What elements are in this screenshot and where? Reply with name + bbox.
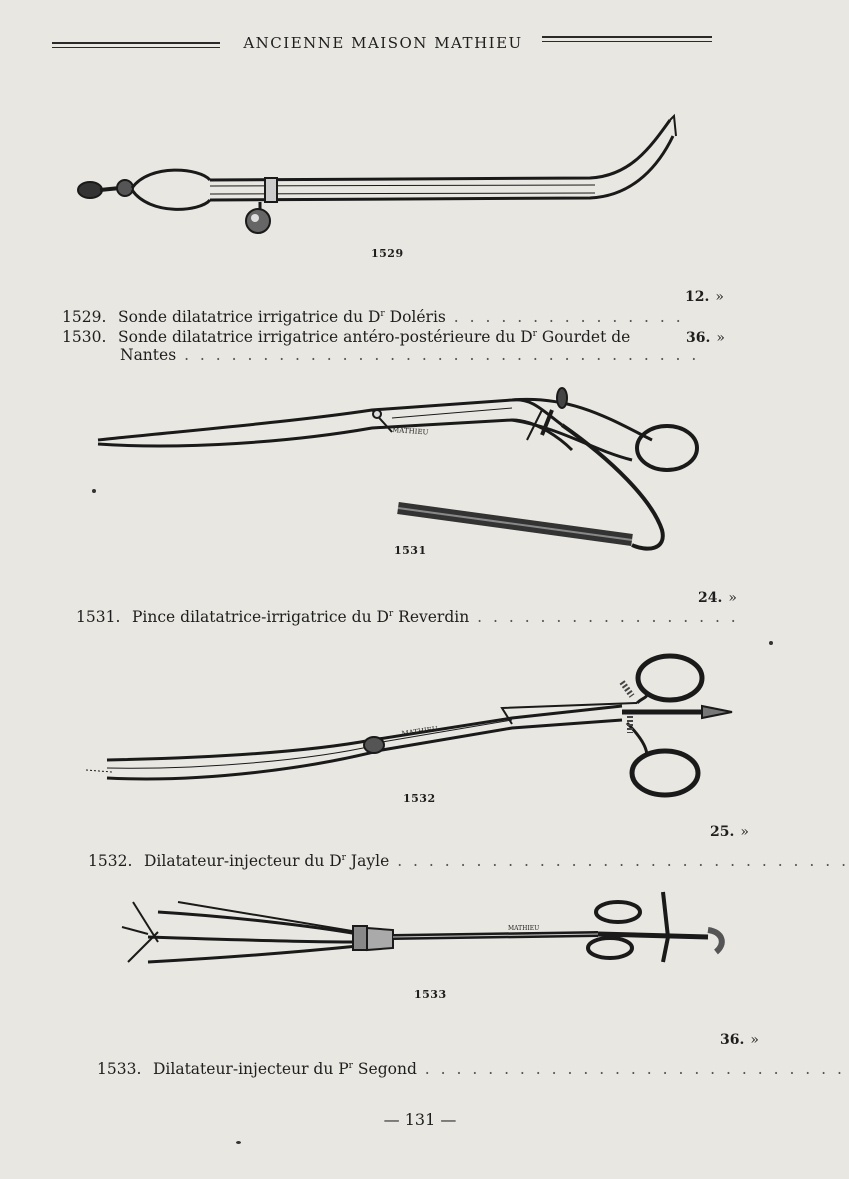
entry-1531: 1531. Pince dilatatrice-irrigatrice du $D^r$ Reverdin . . . . . . . . . . . . . . . . . — [76, 608, 739, 627]
entry-1531-text: Pince dilatatrice-irrigatrice du D — [132, 608, 389, 627]
entry-1530-text-after: Gourdet de — [536, 328, 631, 347]
entry-1530-text: Sonde dilatatrice irrigatrice antéro-postérieure du D — [118, 328, 533, 347]
page-number: — 131 — — [383, 1110, 457, 1129]
figure-1531-number: 1531 — [394, 544, 427, 557]
ink-speck — [92, 489, 96, 493]
entry-1532-price-value: 25. — [710, 824, 735, 840]
entry-1532-price — [710, 824, 749, 840]
entry-1530 — [62, 324, 630, 347]
entry-1533-sup: r — [348, 1061, 353, 1071]
page-header — [50, 28, 715, 68]
entry-1531-price-value: 24. — [698, 590, 723, 606]
entry-1530-quote: » — [716, 330, 725, 346]
entry-1532-quote: » — [740, 824, 749, 840]
header-rule-left-thin — [52, 47, 220, 48]
entry-1529-text-after: Doléris — [384, 308, 446, 327]
entry-1529-quote: » — [715, 289, 724, 305]
entry-1531-price — [698, 590, 737, 606]
entry-1530-line2-text: Nantes — [120, 346, 177, 364]
entry-1533: 1533. Dilatateur-injecteur du $P^r$ Segond . . . . . . . . . . . . . . . . . . . . . . . . . . . — [97, 1060, 845, 1079]
entry-1530-line2: Nantes . . . . . . . . . . . . . . . . . . . . . . . . . . . . . . . . . — [120, 346, 700, 364]
entry-1531-number: 1531. — [76, 608, 121, 627]
header-rule-right-thin — [542, 41, 712, 42]
entry-1533-quote: » — [750, 1032, 759, 1048]
entry-1530-price-value: 36. — [686, 330, 711, 346]
entry-1533-price — [720, 1032, 759, 1048]
entry-1530-number: 1530. — [62, 328, 107, 347]
figure-1533-illustration — [118, 882, 730, 982]
figure-1532-number: 1532 — [403, 792, 436, 805]
entry-1530-sup: r — [532, 329, 537, 339]
figure-1529-number: 1529 — [371, 247, 404, 260]
entry-1531-quote: » — [728, 590, 737, 606]
figure-1531-illustration — [92, 380, 707, 560]
ink-speck — [769, 641, 773, 645]
entry-1529-number: 1529. — [62, 308, 107, 327]
entry-1532: 1532. Dilatateur-injecteur du $D^r$ Jayle . . . . . . . . . . . . . . . . . . . . . . . . . . . . . — [88, 852, 849, 871]
figure-1532-illustration — [82, 648, 737, 803]
entry-1529-text: Sonde dilatatrice irrigatrice du D — [118, 308, 381, 327]
figure-1532-engraving: MATHIEU — [401, 724, 439, 738]
header-rule-left — [52, 42, 220, 44]
entry-1533-text-after: Segond — [352, 1060, 417, 1079]
figure-1533-number: 1533 — [414, 988, 447, 1001]
entry-1532-number: 1532. — [88, 852, 133, 871]
entry-1533-text: Dilatateur-injecteur du P — [153, 1060, 349, 1079]
entry-1529: 1529. Sonde dilatatrice irrigatrice du $D^r$ Doléris . . . . . . . . . . . . . . . — [62, 308, 684, 327]
entry-1533-price-value: 36. — [720, 1032, 745, 1048]
page-title: ANCIENNE MAISON MATHIEU — [243, 34, 523, 52]
entry-1530-price — [686, 330, 725, 346]
figure-1531-engraving: MATHIEU — [391, 426, 429, 437]
entry-1533-number: 1533. — [97, 1060, 142, 1079]
entry-1529-sup: r — [380, 309, 385, 319]
entry-1531-text-after: Reverdin — [393, 608, 470, 627]
entry-1532-text: Dilatateur-injecteur du D — [144, 852, 342, 871]
entry-1529-price — [685, 289, 724, 305]
figure-1533-engraving: MATHIEU — [508, 925, 540, 932]
ink-speck — [236, 1141, 241, 1144]
entry-1532-text-after: Jayle — [345, 852, 390, 871]
entry-1531-sup: r — [388, 609, 394, 619]
entry-1529-price-value: 12. — [685, 289, 710, 305]
figure-1529-illustration — [70, 108, 690, 243]
header-rule-right — [542, 36, 712, 38]
entry-1532-sup: r — [341, 853, 346, 863]
